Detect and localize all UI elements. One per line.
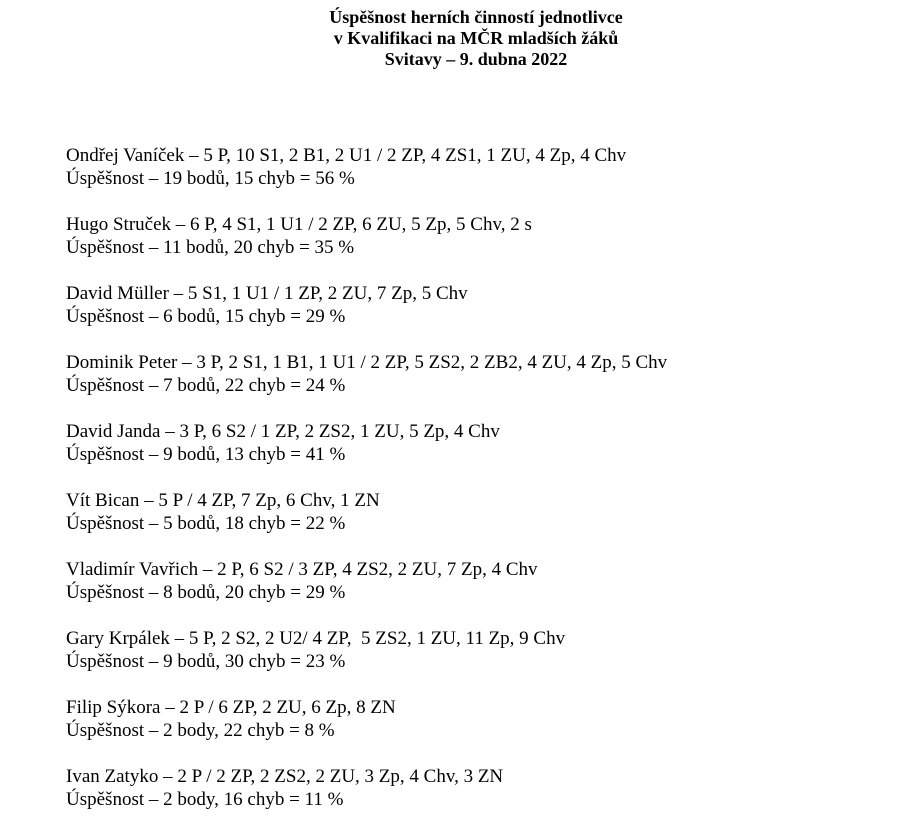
player-success: Úspěšnost – 5 bodů, 18 chyb = 22 %: [66, 513, 346, 534]
player-entry: [66, 144, 906, 213]
title-line-1: Úspěšnost herních činností jednotlivce: [329, 7, 623, 27]
player-entry: [66, 213, 906, 282]
player-success: Úspěšnost – 7 bodů, 22 chyb = 24 %: [66, 375, 346, 396]
title-line-2: v Kvalifikaci na MČR mladších žáků: [333, 28, 619, 48]
player-success: Úspěšnost – 2 body, 22 chyb = 8 %: [66, 720, 335, 741]
player-stats: Filip Sýkora – 2 P / 6 ZP, 2 ZU, 6 Zp, 8 ZN: [66, 697, 396, 718]
player-entry: [66, 696, 906, 765]
player-stats: Ivan Zatyko – 2 P / 2 ZP, 2 ZS2, 2 ZU, 3 Zp, 4 Chv, 3 ZN: [66, 766, 504, 787]
player-success: Úspěšnost – 19 bodů, 15 chyb = 56 %: [66, 168, 355, 189]
player-stats: Hugo Struček – 6 P, 4 S1, 1 U1 / 2 ZP, 6 ZU, 5 Zp, 5 Chv, 2 s: [66, 214, 532, 235]
player-entry: [66, 765, 906, 834]
player-success: Úspěšnost – 11 bodů, 20 chyb = 35 %: [66, 237, 355, 258]
player-entry: [66, 420, 906, 489]
player-stats: Dominik Peter – 3 P, 2 S1, 1 B1, 1 U1 / 2 ZP, 5 ZS2, 2 ZB2, 4 ZU, 4 Zp, 5 Chv: [66, 352, 668, 373]
player-stats: Ondřej Vaníček – 5 P, 10 S1, 2 B1, 2 U1 / 2 ZP, 4 ZS1, 1 ZU, 4 Zp, 4 Chv: [66, 145, 627, 166]
player-entry: [66, 282, 906, 351]
player-entry: [66, 627, 906, 696]
player-stats: Vladimír Vavřich – 2 P, 6 S2 / 3 ZP, 4 ZS2, 2 ZU, 7 Zp, 4 Chv: [66, 559, 538, 580]
player-success: Úspěšnost – 8 bodů, 20 chyb = 29 %: [66, 582, 346, 603]
player-stats: Vít Bican – 5 P / 4 ZP, 7 Zp, 6 Chv, 1 ZN: [66, 490, 380, 511]
player-success: Úspěšnost – 2 body, 16 chyb = 11 %: [66, 789, 344, 810]
player-success: Úspěšnost – 9 bodů, 13 chyb = 41 %: [66, 444, 346, 465]
player-list: [66, 144, 906, 834]
player-stats: David Janda – 3 P, 6 S2 / 1 ZP, 2 ZS2, 1 ZU, 5 Zp, 4 Chv: [66, 421, 500, 442]
player-entry: [66, 351, 906, 420]
player-success: Úspěšnost – 6 bodů, 15 chyb = 29 %: [66, 306, 346, 327]
document-title: [0, 7, 923, 70]
title-line-3: Svitavy – 9. dubna 2022: [384, 49, 568, 69]
player-success: Úspěšnost – 9 bodů, 30 chyb = 23 %: [66, 651, 346, 672]
player-entry: [66, 558, 906, 627]
player-stats: David Müller – 5 S1, 1 U1 / 1 ZP, 2 ZU, 7 Zp, 5 Chv: [66, 283, 468, 304]
player-stats: Gary Krpálek – 5 P, 2 S2, 2 U2/ 4 ZP, 5 ZS2, 1 ZU, 11 Zp, 9 Chv: [66, 628, 566, 649]
player-entry: [66, 489, 906, 558]
